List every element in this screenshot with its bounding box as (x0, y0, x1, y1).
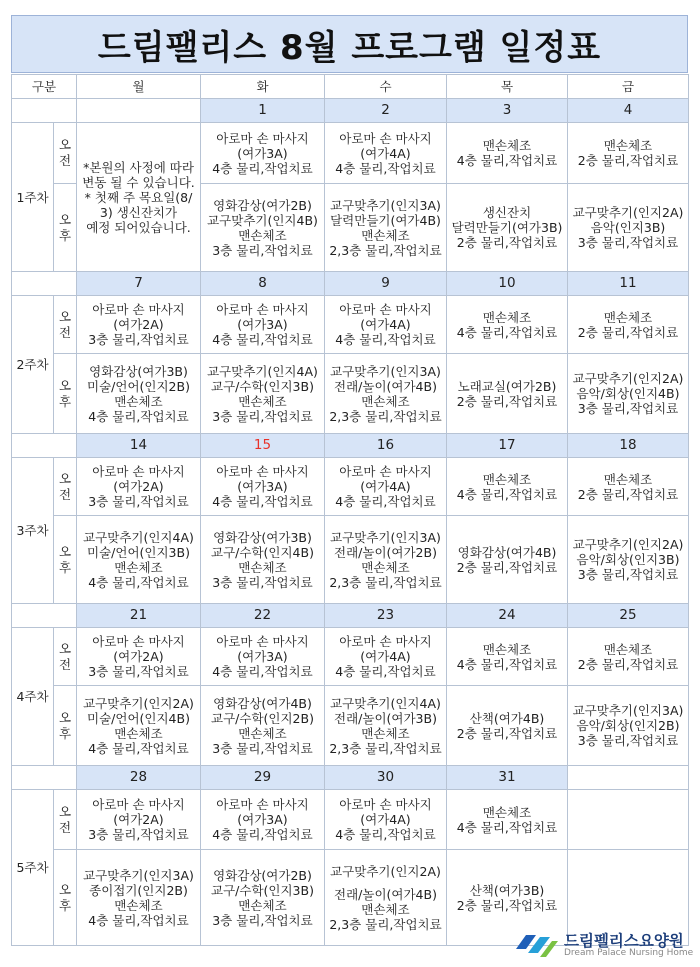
date-cell: 15 (201, 434, 325, 458)
date-row-spacer (12, 434, 77, 458)
program-line: (여가3A) (237, 317, 288, 332)
program-line: 맨손체조 (482, 309, 532, 325)
program-line: 맨손체조 (361, 393, 410, 409)
date-row-spacer (12, 604, 77, 628)
program-line: (여가4A) (360, 479, 411, 494)
program-cell (568, 184, 689, 272)
program-line: 맨손체조 (114, 393, 163, 409)
am-label-text: 오전 (58, 308, 72, 340)
program-line: 영화감상(여가2B) (213, 867, 312, 883)
program-line: 맨손체조 (238, 897, 287, 913)
am-row (12, 790, 689, 850)
program-cell (447, 628, 568, 686)
program-line: 영화감상(여가4B) (213, 695, 312, 711)
program-line: 4층 물리,작업치료 (88, 408, 189, 424)
date-row (12, 99, 689, 123)
program-line: 맨손체조 (361, 227, 410, 243)
notice-line: * 첫째 주 목요일(8/ (84, 189, 193, 205)
week-label: 3주차 (12, 458, 54, 604)
program-line: 4층 물리,작업치료 (212, 827, 313, 842)
program-line: 2층 물리,작업치료 (456, 897, 558, 913)
notice-line: *본원의 사정에 따라 (83, 159, 194, 175)
program-line: 아로마 손 마사지 (339, 130, 432, 146)
notice-line: 예정 되어있습니다. (86, 219, 191, 235)
program-line: 3층 물리,작업치료 (212, 408, 313, 424)
program-cell (325, 354, 447, 434)
am-label-text: 오전 (58, 803, 72, 835)
date-cell: 21 (77, 604, 201, 628)
program-line: (여가4A) (360, 317, 411, 332)
date-row (12, 604, 689, 628)
program-cell (325, 296, 447, 354)
program-cell (201, 458, 325, 516)
program-line: 아로마 손 마사지 (216, 302, 309, 317)
date-cell: 23 (325, 604, 447, 628)
program-line: 맨손체조 (114, 559, 163, 575)
header-day: 월 (77, 75, 201, 99)
date-cell: 24 (447, 604, 568, 628)
header-day: 금 (568, 75, 689, 99)
program-line: 4층 물리,작업치료 (456, 324, 558, 340)
program-line: 교구맞추기(인지4B) (207, 212, 318, 228)
date-cell: 8 (201, 272, 325, 296)
pm-row (12, 516, 689, 604)
program-line: (여가4A) (360, 649, 411, 664)
program-line: 4층 물리,작업치료 (212, 160, 313, 176)
program-line: 교구맞추기(인지2A) (572, 537, 684, 552)
program-line: 교구/수학(인지3B) (211, 378, 314, 394)
program-line: 아로마 손 마사지 (92, 464, 185, 479)
program-line: 미술/언어(인지3B) (87, 544, 190, 560)
program-cell (325, 850, 447, 946)
program-cell (447, 516, 568, 604)
program-line: (여가3A) (237, 649, 288, 664)
pm-label-text: 오후 (58, 709, 72, 741)
notice-line: 3) 생신잔치가 (99, 204, 178, 220)
pm-label-text: 오후 (58, 543, 72, 575)
program-line: 3층 물리,작업치료 (88, 664, 189, 679)
program-line: 교구맞추기(인지2A) (83, 695, 194, 711)
program-cell (447, 354, 568, 434)
program-line: 달력만들기(여가3B) (451, 220, 563, 235)
am-label (54, 790, 77, 850)
program-line: 산책(여가4B) (469, 710, 545, 726)
program-line: 맨손체조 (361, 559, 410, 575)
date-cell: 28 (77, 766, 201, 790)
am-label (54, 458, 77, 516)
program-line: 2,3층 물리,작업치료 (329, 574, 442, 590)
date-cell: 31 (447, 766, 568, 790)
pm-row (12, 686, 689, 766)
program-line: 맨손체조 (603, 138, 653, 153)
am-label-text: 오전 (58, 640, 72, 672)
program-line: 음악/회상(인지2B) (576, 718, 680, 733)
program-line: 4층 물리,작업치료 (212, 494, 313, 509)
program-cell (77, 628, 201, 686)
program-line: 영화감상(여가2B) (213, 197, 312, 213)
program-cell (325, 628, 447, 686)
week-label: 1주차 (12, 123, 54, 272)
date-cell: 10 (447, 272, 568, 296)
header-day: 목 (447, 75, 568, 99)
program-line: 4층 물리,작업치료 (212, 664, 313, 679)
date-cell: 30 (325, 766, 447, 790)
date-cell: 1 (201, 99, 325, 123)
program-line: (여가2A) (113, 812, 164, 827)
program-line: 맨손체조 (482, 804, 532, 820)
program-cell (325, 516, 447, 604)
pm-row (12, 354, 689, 434)
date-cell: 3 (447, 99, 568, 123)
logo-mark-icon (512, 927, 558, 961)
week-label: 5주차 (12, 790, 54, 946)
am-label-text: 오전 (58, 137, 72, 168)
header-row (12, 75, 689, 99)
program-cell (201, 686, 325, 766)
program-line: 4층 물리,작업치료 (456, 819, 558, 835)
program-line: 교구맞추기(인지2A) (330, 863, 441, 879)
program-line: 교구맞추기(인지4A) (330, 695, 441, 711)
program-line: 2,3층 물리,작업치료 (329, 740, 442, 756)
notice-line: 변동 될 수 있습니다. (82, 174, 195, 190)
logo-subtitle: Dream Palace Nursing Home (564, 948, 694, 958)
program-line: 교구맞추기(인지3A) (330, 529, 441, 545)
program-line: 4층 물리,작업치료 (456, 153, 558, 168)
program-cell (568, 686, 689, 766)
program-line: 아로마 손 마사지 (216, 130, 309, 146)
program-line: 아로마 손 마사지 (216, 797, 309, 812)
program-line: 3층 물리,작업치료 (577, 567, 679, 582)
program-cell (77, 516, 201, 604)
am-row (12, 458, 689, 516)
program-line: 2층 물리,작업치료 (577, 153, 679, 168)
program-cell (77, 850, 201, 946)
program-line: 2층 물리,작업치료 (456, 725, 558, 741)
program-line: 아로마 손 마사지 (339, 797, 432, 812)
program-line: 미술/언어(인지2B) (87, 378, 190, 394)
program-cell (77, 790, 201, 850)
program-cell (568, 516, 689, 604)
program-line: 음악/회상(인지4B) (576, 386, 680, 401)
program-cell (447, 458, 568, 516)
program-cell (325, 184, 447, 272)
program-line: 맨손체조 (603, 309, 653, 325)
program-line: 3층 물리,작업치료 (577, 235, 679, 250)
program-line: 3층 물리,작업치료 (577, 401, 679, 416)
program-cell (325, 790, 447, 850)
program-line: 전래/놀이(여가3B) (334, 710, 437, 726)
program-cell (201, 850, 325, 946)
program-cell (77, 458, 201, 516)
am-label-text: 오전 (58, 470, 72, 502)
program-line: 맨손체조 (238, 725, 287, 741)
header-category: 구분 (12, 75, 77, 99)
program-line: 교구/수학(인지3B) (211, 882, 314, 898)
program-line: 아로마 손 마사지 (339, 634, 432, 649)
program-cell (447, 184, 568, 272)
program-cell (201, 628, 325, 686)
pm-label-text: 오후 (58, 377, 72, 409)
program-line: 2층 물리,작업치료 (456, 235, 558, 250)
program-line: 3층 물리,작업치료 (212, 912, 313, 928)
program-line: 전래/놀이(여가4B) (334, 886, 437, 902)
week-label: 4주차 (12, 628, 54, 766)
pm-label (54, 686, 77, 766)
date-cell: 25 (568, 604, 689, 628)
program-line: (여가3A) (237, 479, 288, 494)
program-line: 전래/놀이(여가4B) (334, 378, 437, 394)
program-cell (77, 686, 201, 766)
program-line: 아로마 손 마사지 (339, 464, 432, 479)
program-line: 아로마 손 마사지 (339, 302, 432, 317)
program-cell (201, 354, 325, 434)
program-line: 2층 물리,작업치료 (577, 656, 679, 672)
program-line: 교구맞추기(인지4A) (207, 363, 318, 379)
program-cell (447, 686, 568, 766)
program-line: 2층 물리,작업치료 (456, 559, 558, 575)
program-line: 2층 물리,작업치료 (577, 486, 679, 502)
program-line: 영화감상(여가3B) (213, 529, 312, 545)
program-line: 4층 물리,작업치료 (335, 664, 436, 679)
header-day: 수 (325, 75, 447, 99)
program-line: 4층 물리,작업치료 (88, 574, 189, 590)
program-cell (568, 628, 689, 686)
program-line: 맨손체조 (603, 641, 653, 657)
program-line: 교구맞추기(인지2A) (572, 371, 684, 386)
program-line: (여가3A) (237, 145, 288, 161)
date-cell (77, 99, 201, 123)
program-line: 교구맞추기(인지3A) (572, 703, 684, 718)
program-line: 4층 물리,작업치료 (88, 740, 189, 756)
date-cell: 18 (568, 434, 689, 458)
program-line: 맨손체조 (361, 725, 410, 741)
program-cell (77, 354, 201, 434)
date-row (12, 272, 689, 296)
program-cell (568, 790, 689, 850)
date-row (12, 766, 689, 790)
program-line: 3층 물리,작업치료 (212, 242, 313, 258)
program-line: 교구맞추기(인지4A) (83, 529, 194, 545)
program-cell (568, 354, 689, 434)
schedule-table (11, 74, 689, 946)
program-line: 아로마 손 마사지 (216, 634, 309, 649)
program-line: (여가2A) (113, 649, 164, 664)
program-line: 영화감상(여가3B) (89, 363, 188, 379)
program-cell (201, 516, 325, 604)
program-line: 아로마 손 마사지 (92, 797, 185, 812)
program-cell (447, 790, 568, 850)
am-label (54, 628, 77, 686)
program-line: 4층 물리,작업치료 (456, 486, 558, 502)
program-line: 맨손체조 (238, 227, 287, 243)
program-line: 3층 물리,작업치료 (577, 733, 679, 748)
date-cell: 4 (568, 99, 689, 123)
pm-label (54, 516, 77, 604)
program-line: 2층 물리,작업치료 (577, 324, 679, 340)
program-line: 아로마 손 마사지 (92, 302, 185, 317)
program-line: 교구맞추기(인지2A) (572, 205, 684, 220)
program-line: 전래/놀이(여가2B) (334, 544, 437, 560)
date-cell (568, 766, 689, 790)
program-line: 종이접기(인지2B) (89, 882, 188, 898)
notice-cell (77, 123, 201, 272)
program-line: 음악/회상(인지3B) (576, 552, 680, 567)
program-line: 2,3층 물리,작업치료 (329, 408, 442, 424)
date-cell: 9 (325, 272, 447, 296)
program-line: 4층 물리,작업치료 (212, 332, 313, 347)
program-line: 4층 물리,작업치료 (335, 827, 436, 842)
am-label (54, 296, 77, 354)
program-line: 맨손체조 (361, 901, 410, 917)
program-line: 교구맞추기(인지3A) (330, 197, 441, 213)
date-cell: 2 (325, 99, 447, 123)
date-cell: 22 (201, 604, 325, 628)
date-row-spacer (12, 272, 77, 296)
date-cell: 16 (325, 434, 447, 458)
date-row-spacer (12, 766, 77, 790)
program-line: 3층 물리,작업치료 (88, 827, 189, 842)
program-cell (201, 790, 325, 850)
program-line: 영화감상(여가4B) (457, 544, 557, 560)
pm-label-text: 오후 (58, 881, 72, 913)
header-day: 화 (201, 75, 325, 99)
program-line: 2층 물리,작업치료 (456, 393, 558, 409)
program-cell (568, 296, 689, 354)
date-row-spacer (12, 99, 77, 123)
program-line: 4층 물리,작업치료 (456, 656, 558, 672)
program-line: 음악(인지3B) (590, 220, 666, 235)
am-row (12, 628, 689, 686)
program-cell (447, 123, 568, 184)
program-cell (325, 458, 447, 516)
date-cell: 17 (447, 434, 568, 458)
program-cell (568, 458, 689, 516)
program-line: (여가2A) (113, 479, 164, 494)
title-banner (11, 15, 688, 73)
program-cell (201, 296, 325, 354)
program-line (326, 879, 445, 887)
program-line: 맨손체조 (114, 725, 163, 741)
program-line: 맨손체조 (603, 471, 653, 487)
pm-label (54, 850, 77, 946)
program-cell (568, 123, 689, 184)
program-line: 맨손체조 (482, 641, 532, 657)
program-cell (77, 296, 201, 354)
program-line: 맨손체조 (114, 897, 163, 913)
pm-label (54, 354, 77, 434)
program-line: 달력만들기(여가4B) (330, 212, 441, 228)
program-line: 교구맞추기(인지3A) (330, 363, 441, 379)
program-line: 2,3층 물리,작업치료 (329, 242, 442, 258)
program-line: 아로마 손 마사지 (92, 634, 185, 649)
am-label (54, 123, 77, 184)
program-line: 4층 물리,작업치료 (335, 494, 436, 509)
am-row (12, 296, 689, 354)
program-cell (201, 184, 325, 272)
program-cell (325, 686, 447, 766)
logo (512, 925, 692, 963)
date-cell: 14 (77, 434, 201, 458)
date-cell: 7 (77, 272, 201, 296)
program-line: (여가4A) (360, 145, 411, 161)
date-row (12, 434, 689, 458)
date-cell: 29 (201, 766, 325, 790)
logo-name: 드림펠리스요양원 (564, 932, 684, 950)
program-line: 3층 물리,작업치료 (88, 332, 189, 347)
program-cell (201, 123, 325, 184)
program-line: 3층 물리,작업치료 (212, 574, 313, 590)
pm-label (54, 184, 77, 272)
program-line: 4층 물리,작업치료 (88, 912, 189, 928)
pm-label-text: 오후 (58, 211, 72, 243)
program-line: 교구/수학(인지2B) (211, 710, 314, 726)
program-line: 맨손체조 (482, 471, 532, 487)
program-line: 생신잔치 (482, 205, 532, 220)
program-line: 4층 물리,작업치료 (335, 160, 436, 176)
program-line: 노래교실(여가2B) (457, 378, 557, 394)
program-line: 교구/수학(인지4B) (211, 544, 314, 560)
program-line: 2,3층 물리,작업치료 (329, 916, 442, 932)
program-line: 산책(여가3B) (469, 882, 545, 898)
program-line: (여가3A) (237, 812, 288, 827)
program-line: 4층 물리,작업치료 (335, 332, 436, 347)
program-line: 맨손체조 (238, 393, 287, 409)
am-row (12, 123, 689, 184)
week-label: 2주차 (12, 296, 54, 434)
program-line: 맨손체조 (238, 559, 287, 575)
program-cell (325, 123, 447, 184)
program-line: 맨손체조 (482, 138, 532, 153)
program-line: 아로마 손 마사지 (216, 464, 309, 479)
program-line: 미술/언어(인지4B) (87, 710, 190, 726)
program-line: (여가2A) (113, 317, 164, 332)
program-line: (여가4A) (360, 812, 411, 827)
program-line: 교구맞추기(인지3A) (83, 867, 194, 883)
date-cell: 11 (568, 272, 689, 296)
program-line: 3층 물리,작업치료 (88, 494, 189, 509)
program-cell (447, 296, 568, 354)
program-line: 3층 물리,작업치료 (212, 740, 313, 756)
page-title: 드림팰리스 8월 프로그램 일정표 (97, 27, 602, 68)
